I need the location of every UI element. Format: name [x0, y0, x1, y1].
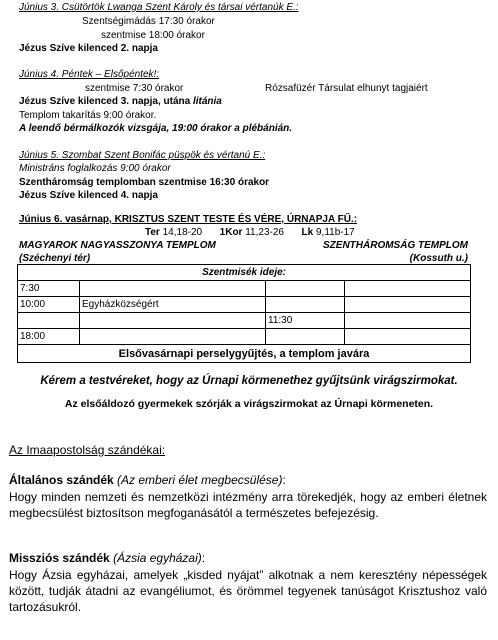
june4-mass-note: Rózsafüzér Társulat elhunyt tagjaiért [265, 83, 428, 94]
church-right-name: SZENTHÁROMSÁG TEMPLOM [323, 240, 468, 251]
june6-readings [145, 227, 355, 239]
june5-heading: Június 5. Szombat Szent Bonifác püspök és vértanú E.: [19, 150, 266, 161]
reading-book: Lk [301, 227, 314, 238]
mission-intention-label: Missziós szándék [9, 551, 110, 565]
table-cell: 11:30 [266, 313, 345, 329]
table-footer-row [18, 345, 471, 363]
church-left-name: MAGYAROK NAGYASSZONYA TEMPLOM [19, 240, 216, 251]
june4-heading: Június 4. Péntek – Elsőpéntek!: [19, 69, 160, 80]
table-row [18, 281, 471, 297]
reading-book: Ter [145, 227, 160, 238]
mass-times-table [17, 264, 471, 363]
reading-ref: 14,18-20 [162, 227, 203, 238]
mission-intention-text: Hogy Ázsia egyházai, amelyek „kisded nyájat” alkotnak a nem keresztény népességek között, tudják átadni az evangéliumot, és örömmel tegyenek tanúságot Krisztushoz való tartozásukról. [9, 568, 487, 614]
table-cell [266, 329, 345, 345]
table-cell [266, 281, 345, 297]
june4-novena [19, 96, 222, 108]
table-footer: Elsővasárnapi perselygyűjtés, a templom javára [18, 345, 471, 363]
june3-heading: Június 3. Csütörtök Lwanga Szent Károly és társai vértanúk E.: [19, 2, 299, 13]
june5-ministrants: Ministráns foglalkozás 9:00 órakor [19, 163, 171, 174]
table-cell [345, 297, 471, 313]
table-row [18, 297, 471, 313]
general-intention-heading: Általános szándék (Az emberi élet megbecsülése): [9, 473, 286, 487]
reading-book: 1Kor [219, 227, 243, 238]
church-right-location: (Kossuth u.) [409, 253, 468, 264]
table-cell: 7:30 [18, 281, 80, 297]
petals-request: Kérem a testvéreket, hogy az Úrnapi körmenethez gyűjtsünk virágszirmokat. [40, 375, 458, 387]
table-cell: 10:00 [18, 297, 80, 313]
table-cell [80, 313, 266, 329]
table-cell [80, 329, 266, 345]
church-left-location: (Széchenyi tér) [19, 253, 91, 264]
reading-ref: 11,23-26 [245, 227, 284, 238]
reading-ref: 9,11b-17 [316, 227, 355, 238]
mission-intention-subject: (Ázsia egyházai) [113, 551, 202, 565]
mission-intention-heading: Missziós szándék (Ázsia egyházai): [9, 551, 206, 565]
table-header-row [18, 265, 471, 281]
table-header: Szentmisék ideje: [18, 265, 471, 281]
table-cell: 18:00 [18, 329, 80, 345]
general-intention-label: Általános szándék [9, 473, 114, 487]
table-cell [345, 281, 471, 297]
june3-adoration: Szentségimádás 17:30 órakor [82, 16, 215, 27]
table-cell [80, 281, 266, 297]
table-cell [345, 313, 471, 329]
june4-exam: A leendő bérmálkozók vizsgája, 19:00 órakor a plébánián. [19, 123, 293, 134]
june4-cleaning: Templom takarítás 9:00 órakor. [19, 110, 157, 121]
table-row [18, 329, 471, 345]
june4-novena-text: Jézus Szíve kilenced 3. napja, utána [19, 96, 193, 107]
petals-children: Az elsőáldozó gyermekek szórják a virágszirmokat az Úrnapi körmeneten. [64, 398, 434, 410]
table-cell [18, 313, 80, 329]
general-intention-subject: (Az emberi élet megbecsülése) [117, 473, 283, 487]
june4-litany: litánia [192, 96, 222, 107]
june4-mass: szentmise 7:30 órakor [85, 83, 184, 94]
table-cell: Egyházközségért [80, 297, 266, 313]
table-row [18, 313, 471, 329]
june5-novena: Jézus Szíve kilenced 4. napja [19, 190, 158, 201]
june3-mass: szentmise 18:00 órakor [101, 30, 205, 41]
table-cell [345, 329, 471, 345]
june5-mass: Szentháromság templomban szentmise 16:30 órakor [19, 177, 270, 188]
june6-heading: Június 6. vasárnap, KRISZTUS SZENT TESTE ÉS VÉRE, ÚRNAPJA FŰ.: [19, 214, 358, 225]
general-intention-text: Hogy minden nemzeti és nemzetközi intézmény arra törekedjék, hogy az emberi életnek megbecsülést biztosítson megfoganásától a természetes befejezésig. [9, 490, 487, 520]
prayer-title: Az Imaapostolság szándékai: [9, 443, 166, 457]
june3-novena: Jézus Szíve kilenced 2. napja [19, 43, 158, 54]
table-cell [266, 297, 345, 313]
